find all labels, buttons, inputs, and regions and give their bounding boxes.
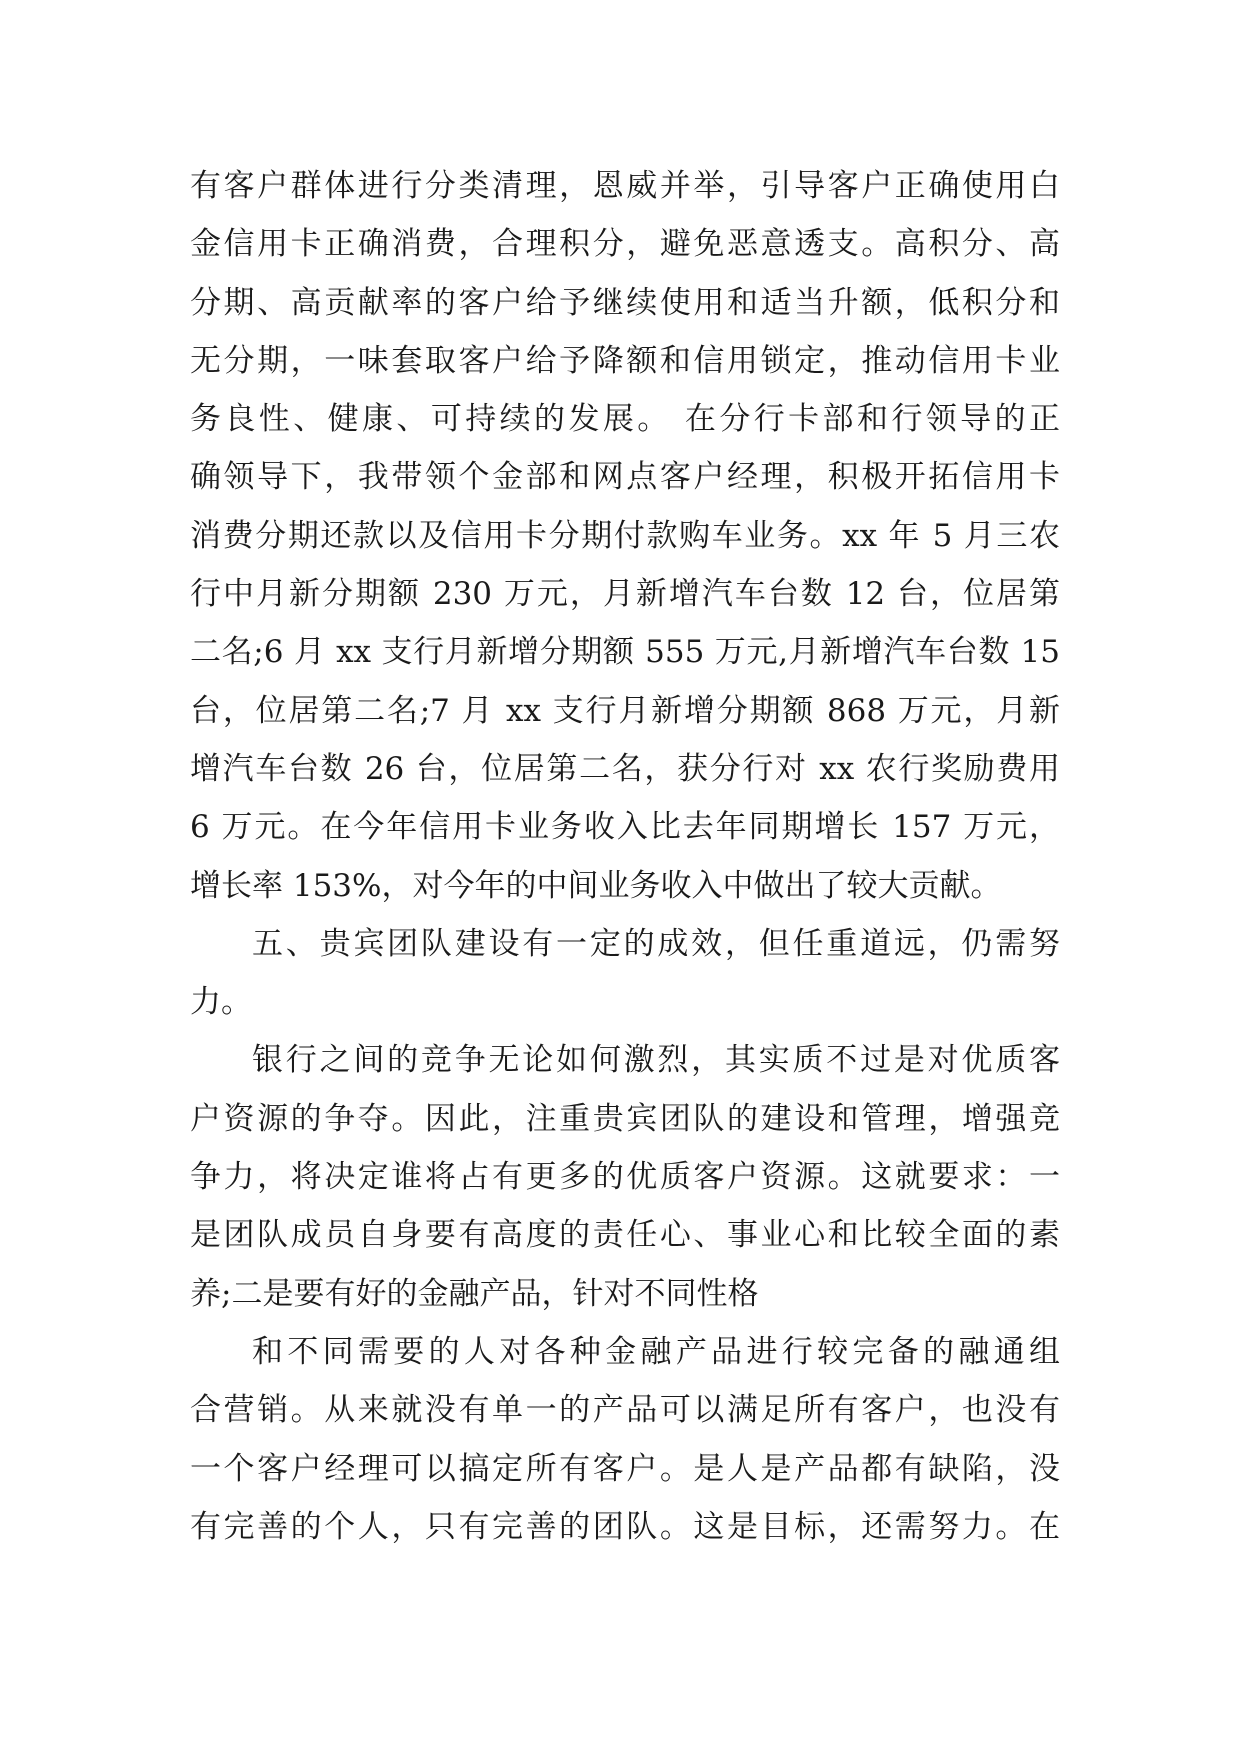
- text-line: 户资源的争夺。因此，注重贵宾团队的建设和管理，增强竞: [190, 1100, 1060, 1137]
- text-line: 确领导下，我带领个金部和网点客户经理，积极开拓信用卡: [190, 459, 1060, 496]
- text-line: 有客户群体进行分类清理，恩威并举，引导客户正确使用白: [190, 168, 1060, 204]
- body-text: [190, 157, 1060, 1556]
- text-line: 务良性、健康、可持续的发展。 在分行卡部和行领导的正: [190, 401, 1060, 438]
- text-line: 养;二是要有好的金融产品，针对不同性格: [190, 1275, 759, 1312]
- text-line: 分期、高贡献率的客户给予继续使用和适当升额，低积分和: [190, 284, 1060, 321]
- text-line: 有完善的个人，只有完善的团队。这是目标，还需努力。在: [190, 1508, 1060, 1545]
- text-line: 增长率 153%，对今年的中间业务收入中做出了较大贡献。: [190, 867, 1002, 904]
- text-line: 消费分期还款以及信用卡分期付款购车业务。xx 年 5 月三农: [190, 517, 1060, 554]
- text-line: 台，位居第二名;7 月 xx 支行月新增分期额 868 万元，月新: [190, 692, 1060, 729]
- text-line: 二名;6 月 xx 支行月新增分期额 555 万元,月新增汽车台数 15: [190, 634, 1060, 671]
- text-line: 五、贵宾团队建设有一定的成效，但任重道远，仍需努: [252, 925, 1060, 962]
- text-line: 金信用卡正确消费，合理积分，避免恶意透支。高积分、高: [190, 226, 1060, 263]
- text-line: 合营销。从来就没有单一的产品可以满足所有客户，也没有: [190, 1392, 1060, 1429]
- text-line: 和不同需要的人对各种金融产品进行较完备的融通组: [252, 1333, 1060, 1370]
- text-line: 是团队成员自身要有高度的责任心、事业心和比较全面的素: [190, 1217, 1060, 1254]
- text-line: 力。: [190, 984, 252, 1021]
- text-line: 争力，将决定谁将占有更多的优质客户资源。这就要求：一: [190, 1159, 1060, 1196]
- text-line: 无分期，一味套取客户给予降额和信用锁定，推动信用卡业: [190, 342, 1060, 379]
- text-line: 银行之间的竞争无论如何激烈，其实质不过是对优质客: [252, 1042, 1060, 1079]
- text-line: 一个客户经理可以搞定所有客户。是人是产品都有缺陷，没: [190, 1450, 1060, 1487]
- text-line: 增汽车台数 26 台，位居第二名，获分行对 xx 农行奖励费用: [190, 750, 1060, 787]
- text-line: 6 万元。在今年信用卡业务收入比去年同期增长 157 万元，: [190, 809, 1060, 846]
- text-line: 行中月新分期额 230 万元，月新增汽车台数 12 台，位居第: [190, 576, 1060, 613]
